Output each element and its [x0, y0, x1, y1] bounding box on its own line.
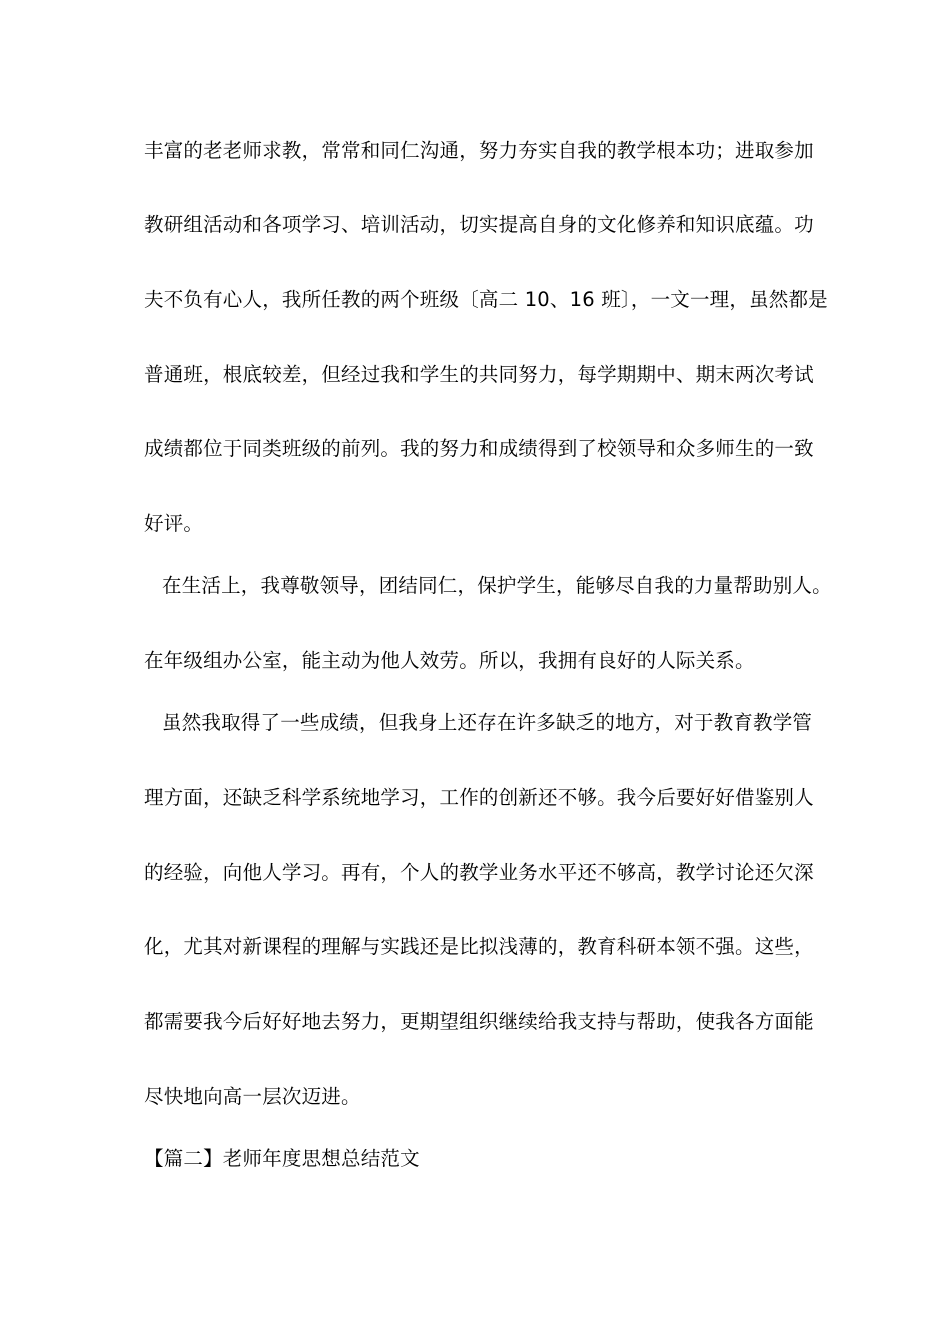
paragraph-line: 普通班，根底较差，但经过我和学生的共同努力，每学期期中、期末两次考试 [144, 363, 814, 386]
paragraph-line: 在生活上，我尊敬领导，团结同仁，保护学生，能够尽自我的力量帮助别人。 [162, 574, 832, 597]
paragraph-line: 理方面，还缺乏科学系统地学习，工作的创新还不够。我今后要好好借鉴别人 [144, 786, 814, 809]
paragraph-line: 的经验，向他人学习。再有，个人的教学业务水平还不够高，教学讨论还欠深 [144, 861, 814, 884]
paragraph-line: 夫不负有心人，我所任教的两个班级〔高二 10、16 班〕，一文一理，虽然都是 [144, 288, 828, 311]
paragraph-line: 化，尤其对新课程的理解与实践还是比拟浅薄的，教育科研本领不强。这些， [144, 935, 814, 958]
paragraph-line: 好评。 [144, 512, 204, 535]
paragraph-line: 成绩都位于同类班级的前列。我的努力和成绩得到了校领导和众多师生的一致 [144, 437, 814, 460]
paragraph-line: 丰富的老老师求教，常常和同仁沟通，努力夯实自我的教学根本功；进取参加 [144, 139, 814, 162]
section-heading: 【篇二】老师年度思想总结范文 [144, 1147, 420, 1170]
paragraph-line: 在年级组办公室，能主动为他人效劳。所以，我拥有良好的人际关系。 [144, 649, 755, 672]
paragraph-line: 都需要我今后好好地去努力，更期望组织继续给我支持与帮助，使我各方面能 [144, 1010, 814, 1033]
paragraph-line: 教研组活动和各项学习、培训活动，切实提高自身的文化修养和知识底蕴。功 [144, 213, 814, 236]
paragraph-line: 虽然我取得了一些成绩，但我身上还存在许多缺乏的地方，对于教育教学管 [162, 711, 813, 734]
paragraph-line: 尽快地向高一层次迈进。 [144, 1085, 361, 1108]
